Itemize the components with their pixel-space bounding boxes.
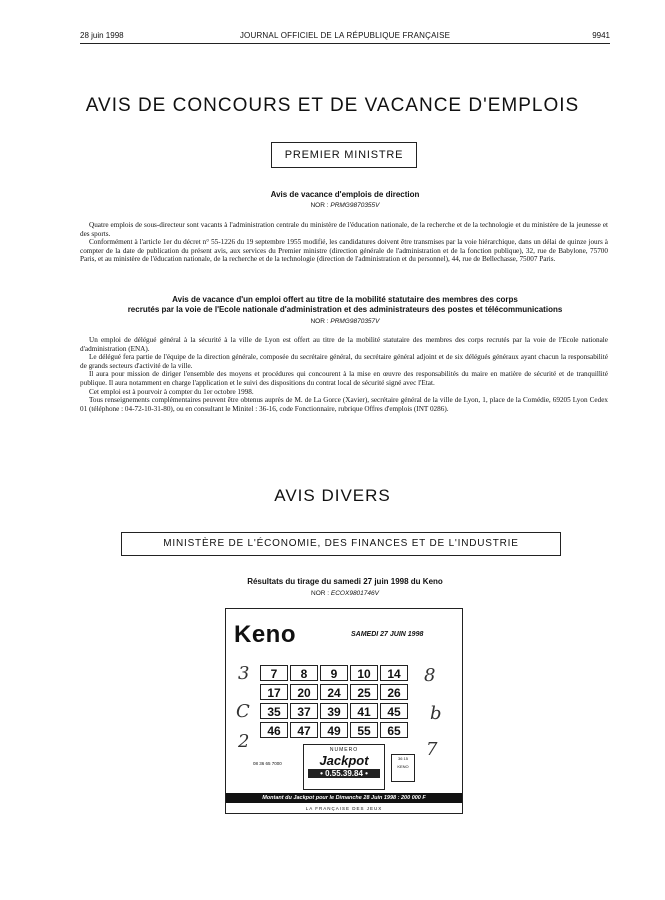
keno-number: 8 — [290, 665, 318, 681]
ministry-label: PREMIER MINISTRE — [284, 149, 404, 161]
scribble-decoration: 8 — [424, 665, 436, 686]
nor-code: PRMG9870355V — [330, 202, 380, 209]
header-date: 28 juin 1998 — [80, 31, 124, 40]
scribble-decoration: 3 — [238, 663, 250, 684]
paragraph: Tous renseignements complémentaires peuvent être obtenus auprès de M. de La Gorce (Xavier), secrétaire général de la ville de Lyon, 1, place de la Comédie, 69205 Lyon Cedex 01 (téléphone : 04-72-10-31-80), ou en consultant le Minitel : 36-16, code Fonctionnaire, rubrique Offres d'emplois (INT 0286). — [80, 396, 608, 413]
keno-number: 46 — [260, 722, 288, 738]
section1-body — [80, 221, 608, 264]
scribble-decoration: C — [236, 701, 250, 722]
ministry-box-premier-ministre — [271, 142, 417, 168]
jackpot-number-label: NUMERO — [329, 747, 359, 753]
keno-number: 39 — [320, 703, 348, 719]
keno-number-grid — [260, 665, 416, 741]
scribble-decoration: 2 — [238, 731, 250, 752]
keno-number: 26 — [380, 684, 408, 700]
section2-body — [80, 336, 608, 413]
main-title: AVIS DE CONCOURS ET DE VACANCE D'EMPLOIS — [85, 95, 580, 116]
nor-label: NOR : — [310, 202, 329, 209]
section3-nor — [80, 590, 610, 597]
keno-number: 65 — [380, 722, 408, 738]
keno-number: 55 — [350, 722, 378, 738]
ministry-label: MINISTÈRE DE L'ÉCONOMIE, DES FINANCES ET DE L'INDUSTRIE — [163, 538, 519, 549]
section2-nor — [80, 318, 610, 325]
keno-number: 10 — [350, 665, 378, 681]
fdj-footer: LA FRANÇAISE DES JEUX — [305, 806, 383, 811]
keno-number: 45 — [380, 703, 408, 719]
ministry-box-economie — [121, 532, 561, 556]
keno-number: 49 — [320, 722, 348, 738]
section2-title-line1: Avis de vacance d'un emploi offert au titre de la mobilité statutaire des membres des corps — [172, 295, 518, 304]
scribble-decoration: b — [430, 703, 442, 724]
paragraph: Quatre emplois de sous-directeur sont vacants à l'administration centrale du ministère de l'éducation nationale, de la recherche et de la technologie et du ministère de la jeunesse et des sports. — [80, 221, 608, 238]
header-page-number: 9941 — [592, 31, 610, 40]
side-note: 36 15 KENO — [391, 754, 415, 782]
paragraph: Le délégué fera partie de l'équipe de la direction générale, composée du secrétaire général, du secrétaire général adjoint et de six délégués généraux ayant chacun la responsabilité de grands secteurs d'activité de la ville. — [80, 353, 608, 370]
nor-code: PRMG9870357V — [330, 318, 380, 325]
phone-number: 08 36 65 7000 — [253, 761, 282, 766]
paragraph: Cet emploi est à pourvoir à compter du 1er octobre 1998. — [89, 387, 254, 396]
section1-nor — [80, 202, 610, 209]
jackpot-banner: Montant du Jackpot pour le Dimanche 28 Juin 1998 : 200 000 F — [226, 793, 462, 803]
grid-row — [260, 684, 416, 700]
keno-number: 47 — [290, 722, 318, 738]
scribble-decoration: 7 — [426, 739, 438, 760]
section1-title: Avis de vacance d'emplois de direction — [270, 190, 420, 199]
jackpot-title: Jackpot — [319, 753, 369, 768]
paragraph: Un emploi de délégué général à la sécurité à la ville de Lyon est offert au titre de la mobilité statutaire des membres des corps recrutés par la voie de l'Ecole nationale d'administration (ENA). — [80, 336, 608, 353]
nor-label: NOR : — [310, 318, 329, 325]
jackpot-value: • 0.55.39.84 • — [308, 769, 380, 778]
section3-title: Résultats du tirage du samedi 27 juin 1998 du Keno — [247, 577, 443, 586]
keno-number: 35 — [260, 703, 288, 719]
nor-label: NOR : — [311, 590, 330, 597]
paragraph: Conformément à l'article 1er du décret n° 55-1226 du 19 septembre 1955 modifié, les candidatures doivent être transmises par la voie hiérarchique, dans un délai de quinze jours à compter de la date de publication du présent avis, aux services du Premier ministre (direction générale de l'administration et de la fonction publique), 32, rue de Babylone, 75700 Paris, et au ministère de l'éducation nationale, de la recherche et de la technologie (direction de l'administration et du personnel), 44, rue de Bellechasse, 75007 Paris. — [80, 238, 608, 264]
page-header — [80, 31, 610, 47]
keno-number: 9 — [320, 665, 348, 681]
keno-number: 7 — [260, 665, 288, 681]
keno-date: SAMEDI 27 JUIN 1998 — [351, 631, 424, 638]
section2-title-line2: recrutés par la voie de l'Ecole nationale d'administration et des administrateurs des postes et télécommunications — [127, 305, 563, 314]
header-rule — [80, 43, 610, 44]
keno-number: 24 — [320, 684, 348, 700]
nor-code: ECOX9801746V — [330, 590, 379, 597]
grid-row — [260, 722, 416, 738]
header-journal: JOURNAL OFFICIEL DE LA RÉPUBLIQUE FRANÇAISE — [239, 31, 451, 40]
keno-number: 17 — [260, 684, 288, 700]
keno-number: 20 — [290, 684, 318, 700]
keno-number: 41 — [350, 703, 378, 719]
keno-number: 25 — [350, 684, 378, 700]
grid-row — [260, 703, 416, 719]
keno-number: 14 — [380, 665, 408, 681]
divers-title: AVIS DIVERS — [274, 486, 391, 505]
keno-ticket — [225, 608, 463, 814]
grid-row — [260, 665, 416, 681]
keno-number: 37 — [290, 703, 318, 719]
paragraph: Il aura pour mission de diriger l'ensemble des moyens et procédures qui concourent à la mise en œuvre des responsabilités du maire en matière de sécurité et de tranquillité publique. Il aura notamment en charge l'application et le suivi des dispositions du contrat local de sécurité signé avec l'Etat. — [80, 370, 608, 387]
keno-logo: Keno — [234, 621, 296, 648]
jackpot-box — [303, 744, 385, 790]
